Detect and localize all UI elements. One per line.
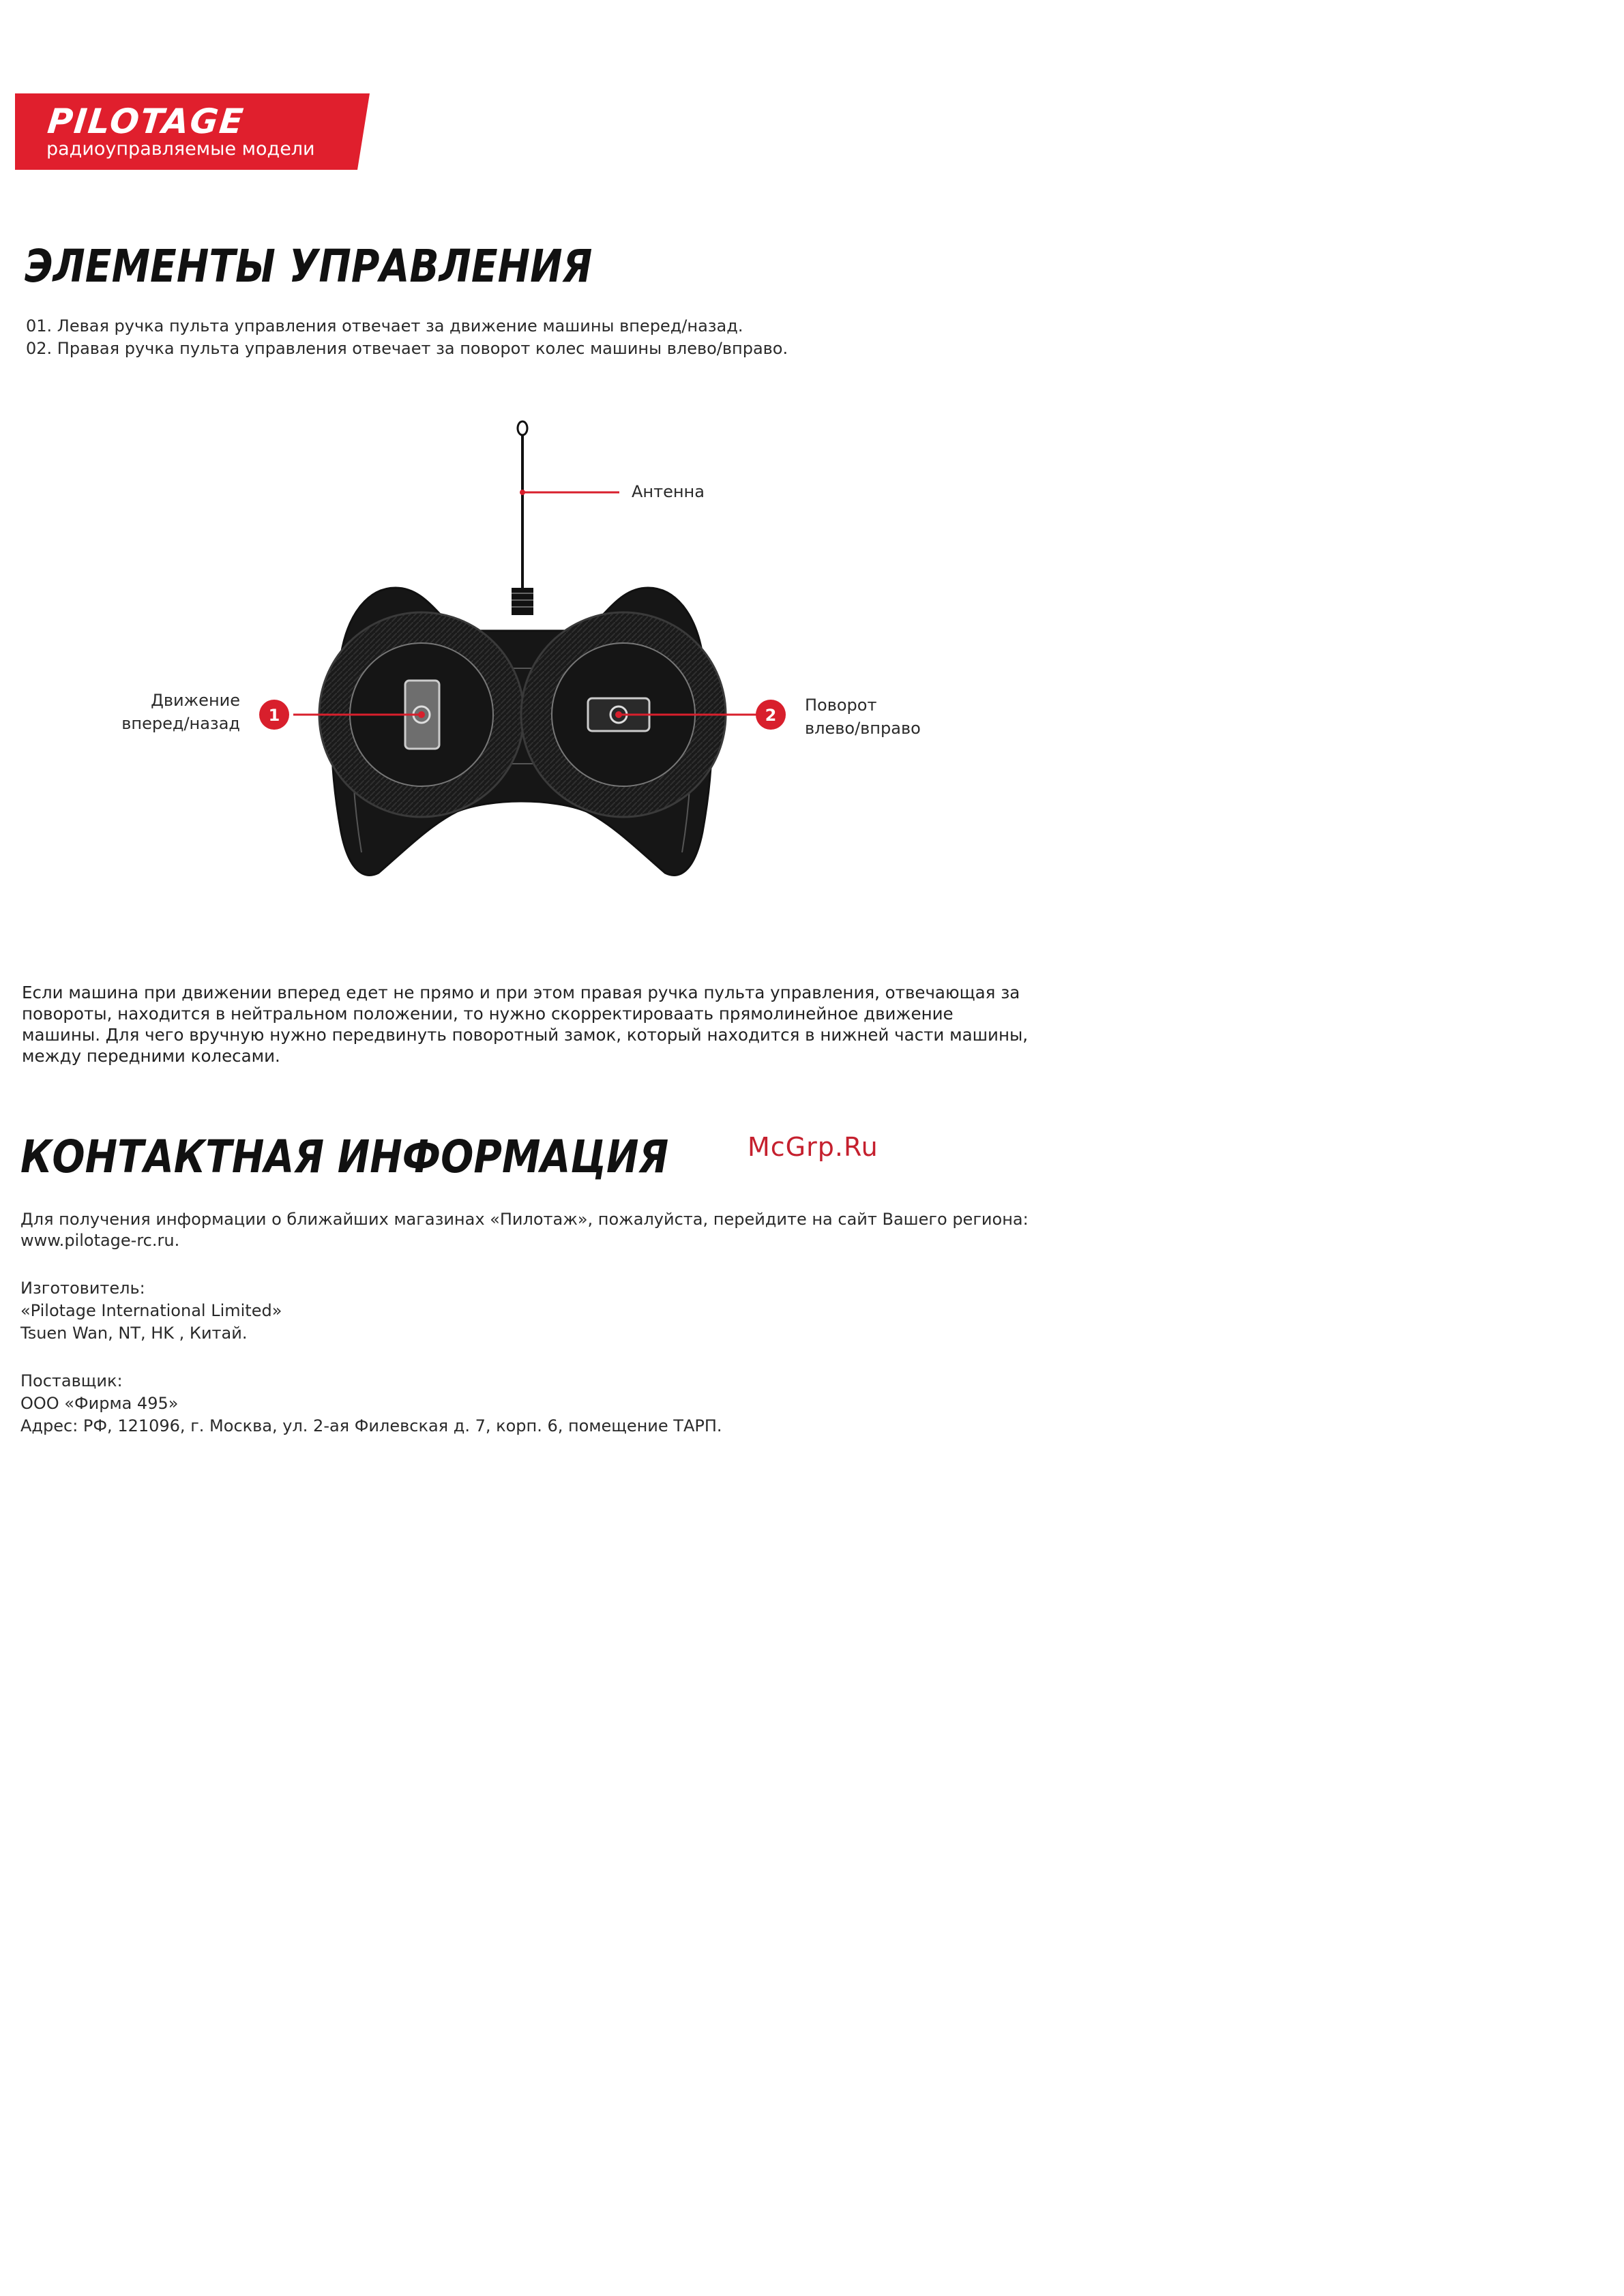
marker-2-badge bbox=[753, 697, 788, 732]
controls-item-1: 01. Левая ручка пульта управления отвечает за движение машины вперед/назад. bbox=[26, 316, 743, 336]
controls-item-2: 02. Правая ручка пульта управления отвечает за поворот колес машины влево/вправо. bbox=[26, 339, 788, 358]
logo-brand-text: PILOTAGE bbox=[45, 102, 247, 141]
watermark: McGrp.Ru bbox=[748, 1132, 879, 1162]
logo-subtitle: радиоуправляемые модели bbox=[46, 138, 315, 160]
contact-section-title: КОНТАКТНАЯ ИНФОРМАЦИЯ bbox=[20, 1131, 669, 1183]
contact-intro: Для получения информации о ближайших магазинах «Пилотаж», пожалуйста, перейдите на сайт Вашего региона: bbox=[20, 1210, 1029, 1229]
antenna bbox=[512, 421, 533, 615]
antenna-callout-dot bbox=[520, 490, 525, 495]
controls-section-title: ЭЛЕМЕНТЫ УПРАВЛЕНИЯ bbox=[25, 240, 593, 293]
marker-1-badge bbox=[256, 697, 292, 732]
supplier-name: ООО «Фирма 495» bbox=[20, 1394, 179, 1413]
manufacturer-name: «Pilotage International Limited» bbox=[20, 1301, 282, 1320]
supplier-heading: Поставщик: bbox=[20, 1371, 123, 1390]
marker-2-number: 2 bbox=[765, 706, 777, 725]
antenna-label: Антенна bbox=[632, 482, 705, 501]
contact-website-link[interactable]: www.pilotage-rc.ru. bbox=[20, 1231, 180, 1250]
supplier-address: Адрес: РФ, 121096, г. Москва, ул. 2-ая Филевская д. 7, корп. 6, помещение ТАРП. bbox=[20, 1416, 722, 1435]
right-stick-label-line1: Поворот bbox=[805, 696, 877, 715]
right-callout-dot bbox=[615, 711, 622, 718]
marker-1-number: 1 bbox=[268, 706, 280, 725]
left-stick-label-line1: Движение bbox=[151, 691, 240, 710]
brand-logo bbox=[15, 93, 370, 170]
adjustment-note: Если машина при движении вперед едет не прямо и при этом правая ручка пульта управления, отвечающая за повороты, находится в нейтральном положении, то нужно скорректироваать прямолинейное движение машины. Для чего вручную нужно передвинуть поворотный замок, который находится в нижней части машины, между передними колесами. bbox=[22, 983, 1029, 1066]
manufacturer-address: Tsuen Wan, NT, HK , Китай. bbox=[20, 1324, 248, 1343]
right-stick-label bbox=[805, 694, 921, 740]
left-callout-dot bbox=[418, 711, 425, 718]
manufacturer-heading: Изготовитель: bbox=[20, 1279, 145, 1298]
right-stick-label-line2: влево/вправо bbox=[805, 719, 921, 738]
left-stick-label-line2: вперед/назад bbox=[121, 714, 240, 733]
left-stick-label bbox=[120, 689, 240, 735]
